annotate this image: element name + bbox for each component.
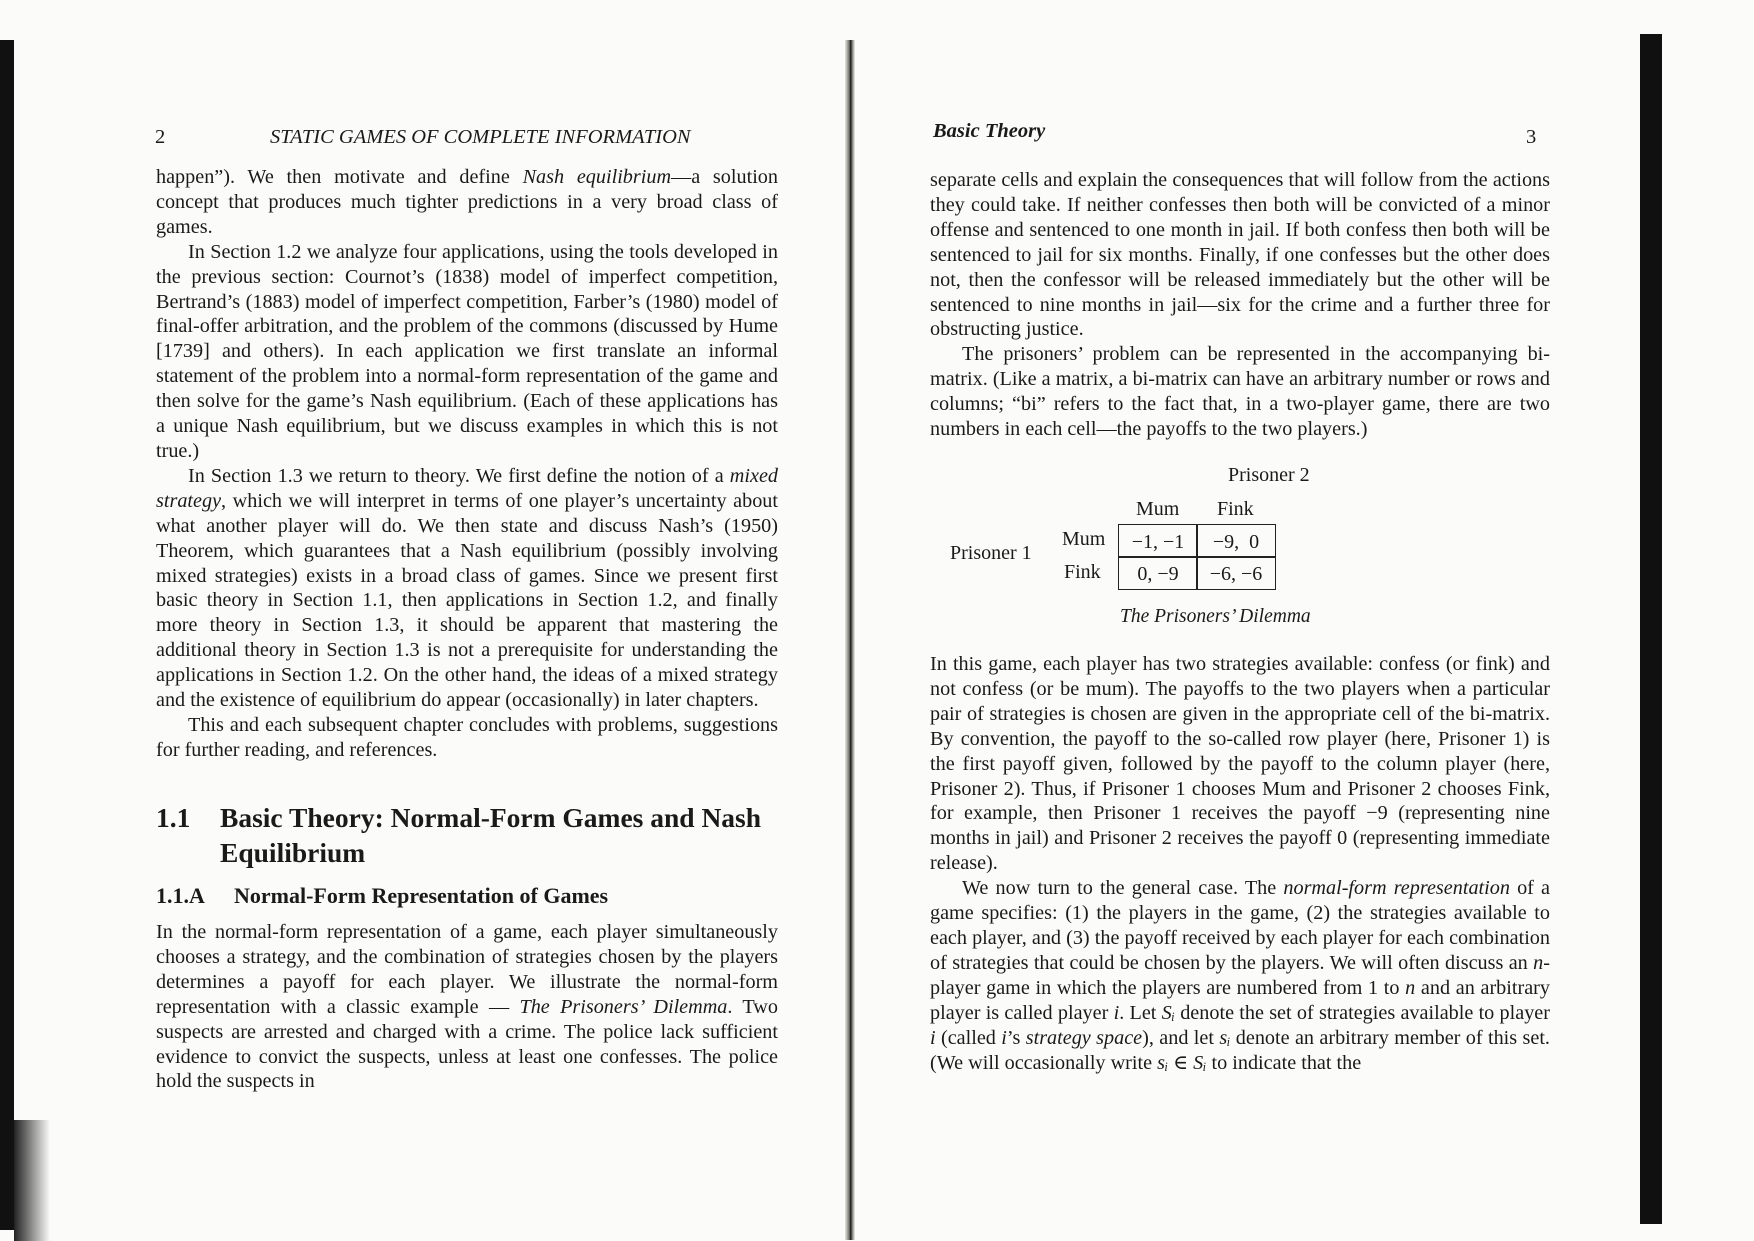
text-run: —a solution concept that produces much tighter predictions in a very broad class of games. — [156, 166, 778, 238]
paragraph — [156, 713, 778, 763]
paragraph — [930, 652, 1550, 876]
cell-fink-mum: 0, −9 — [1118, 556, 1198, 590]
italic-run: sᵢ ∈ Sᵢ — [1157, 1051, 1207, 1074]
text-run: happen”). We then motivate and define — [156, 166, 523, 188]
cell-mum-mum: −1, −1 — [1118, 524, 1198, 558]
text-run: . Two suspects are arrested and charged with a crime. The police lack sufficient evidence to convict the suspects, unless at least one confesses. The police hold the suspects in — [156, 995, 778, 1093]
subsection-number: 1.1.A — [156, 883, 205, 908]
italic-run: strategy space — [1025, 1026, 1143, 1049]
left-running-head — [156, 126, 778, 156]
payoff-bimatrix — [930, 460, 1550, 660]
right-running-head — [930, 120, 1550, 156]
italic-run: Nash equilibrium — [522, 166, 672, 188]
scan-shadow-left-bottom — [14, 1120, 50, 1241]
column-player-label: Prisoner 2 — [1228, 464, 1310, 486]
text-run: ), and let — [1142, 1026, 1220, 1049]
section-number: 1.1 — [156, 802, 191, 833]
text-run: denote an arbitrary member of this set. (We will occasionally write — [930, 1026, 1550, 1074]
right-body-bottom — [930, 652, 1550, 1075]
text-run: In the normal-form representation of a game, each player simultaneously chooses a strategy, and the combination of strategies chosen by the players determines a payoff for each player. We illustrate the normal-form representation with a classic example — — [156, 921, 778, 1018]
column-header-fink: Fink — [1217, 498, 1254, 520]
text-run: -player game in which the players are numbered from 1 to — [930, 951, 1550, 999]
italic-run: i — [1001, 1026, 1007, 1049]
row-player-label: Prisoner 1 — [950, 542, 1032, 564]
left-body-top — [156, 165, 778, 763]
left-body-bottom — [156, 920, 778, 1094]
cell-mum-fink: −9, 0 — [1196, 524, 1276, 558]
row-header-mum: Mum — [1062, 528, 1106, 550]
italic-run: i — [930, 1026, 936, 1049]
text-run: In Section 1.3 we return to theory. We first define the notion of a — [188, 464, 730, 487]
italic-run: Sᵢ — [1161, 1001, 1175, 1024]
paragraph — [930, 168, 1550, 342]
cell-fink-fink: −6, −6 — [1196, 556, 1276, 590]
row-header-fink: Fink — [1064, 561, 1101, 583]
italic-run: n — [1405, 976, 1416, 999]
text-run: This and each subsequent chapter concludes with problems, suggestions for further reading, and references. — [156, 713, 778, 761]
paragraph — [930, 342, 1550, 442]
scan-shadow-right — [1640, 34, 1662, 1224]
left-running-title: STATIC GAMES OF COMPLETE INFORMATION — [270, 126, 691, 148]
italic-run: sᵢ — [1219, 1026, 1231, 1049]
paragraph — [930, 876, 1550, 1075]
paragraph — [156, 165, 778, 240]
paragraph — [156, 920, 778, 1094]
italic-run: i — [1113, 1001, 1120, 1024]
italic-run: The Prisoners’ Dilemma — [519, 995, 728, 1018]
paragraph — [156, 240, 778, 464]
text-run: denote the set of strategies available to player — [1174, 1001, 1550, 1024]
text-run: and an arbitrary player is called player — [930, 976, 1550, 1024]
text-run: of a game specifies: (1) the players in the game, (2) the strategies available to each player, and (3) the payoff received by each player for each combination of strategies that could be chosen by the players. We will often discuss an — [930, 877, 1551, 974]
text-run: . Let — [1119, 1001, 1162, 1024]
text-run: , which we will interpret in terms of one player’s uncertainty about what another player will do. We then state and discuss Nash’s (1950) Theorem, which guarantees that a Nash equilibrium (possibly involving mixed strategies) exists in a broad class of games. Since we present first basic theory in Section 1.1, then applications in Section 1.2, and finally more theory in Section 1.3, it should be apparent that mastering the additional theory in Section 1.3 is not a prerequisite for understanding the applications in Section 1.2. On the other hand, the ideas of a mixed strategy and the existence of equilibrium do appear (occasionally) in later chapters. — [156, 489, 778, 712]
text-run: ’s — [1006, 1026, 1026, 1049]
paragraph — [156, 464, 778, 713]
italic-run: n — [1533, 951, 1544, 974]
text-run: In Section 1.2 we analyze four applications, using the tools developed in the previous section: Cournot’s (1838) model of imperfect competition, Bertrand’s (1883) model of imperfect competition, Farber’s (1980) model of final-offer arbitration, and the problem of the commons (discussed by Hume [1739] and others). In each application we first translate an informal statement of the problem into a normal-form representation of the game and then solve for the game’s Nash equilibrium. (Each of these applications has a unique Nash equilibrium, but we discuss examples in which this is not true.) — [156, 240, 778, 462]
matrix-caption: The Prisoners’ Dilemma — [1120, 606, 1311, 627]
right-running-title: Basic Theory — [933, 120, 1046, 142]
italic-run: mixed strategy — [156, 464, 778, 512]
text-run: (called — [935, 1026, 1002, 1049]
text-run: In this game, each player has two strategies available: confess (or fink) and not confess (or be mum). The payoffs to the two players when a particular pair of strategies is chosen are given in the appropriate cell of the bi-matrix. By convention, the payoff to the so-called row player (here, Prisoner 1) is the first payoff given, followed by the payoff to the column player (here, Prisoner 2). Thus, if Prisoner 1 chooses Mum and Prisoner 2 chooses Fink, for example, then Prisoner 1 receives the payoff −9 (representing nine months in jail) and Prisoner 2 receives the payoff 0 (representing immediate release). — [930, 653, 1550, 875]
italic-run: normal-form representation — [1283, 877, 1510, 900]
section-title: Basic Theory: Normal-Form Games and Nash Equilibrium — [220, 802, 762, 868]
text-run: separate cells and explain the consequences that will follow from the actions they could take. If neither confesses then both will be convicted of a minor offense and sentenced to one month in jail. If both confess then both will be sentenced to jail for six months. Finally, if one confesses but the other does not, then the confessor will be released immediately but the other will be sentenced to nine months in jail—six for the crime and a further three for obstructing justice. — [930, 169, 1550, 341]
right-body-top — [930, 168, 1550, 442]
scan-shadow-left — [0, 40, 14, 1230]
right-page-number: 3 — [1526, 126, 1537, 148]
subsection-title: Normal-Form Representation of Games — [234, 883, 609, 908]
subsection-heading — [156, 882, 608, 910]
column-header-mum: Mum — [1136, 498, 1180, 520]
section-heading — [156, 800, 778, 872]
book-gutter — [845, 40, 855, 1240]
left-page-number: 2 — [155, 126, 166, 148]
text-run: to indicate that the — [1206, 1051, 1362, 1074]
text-run: We now turn to the general case. The — [962, 877, 1284, 900]
text-run: The prisoners’ problem can be represented in the accompanying bi-matrix. (Like a matrix, a bi-matrix can have an arbitrary number or rows and columns; “bi” refers to the fact that, in a two-player game, there are two numbers in each cell—the payoffs to the two players.) — [930, 343, 1550, 441]
